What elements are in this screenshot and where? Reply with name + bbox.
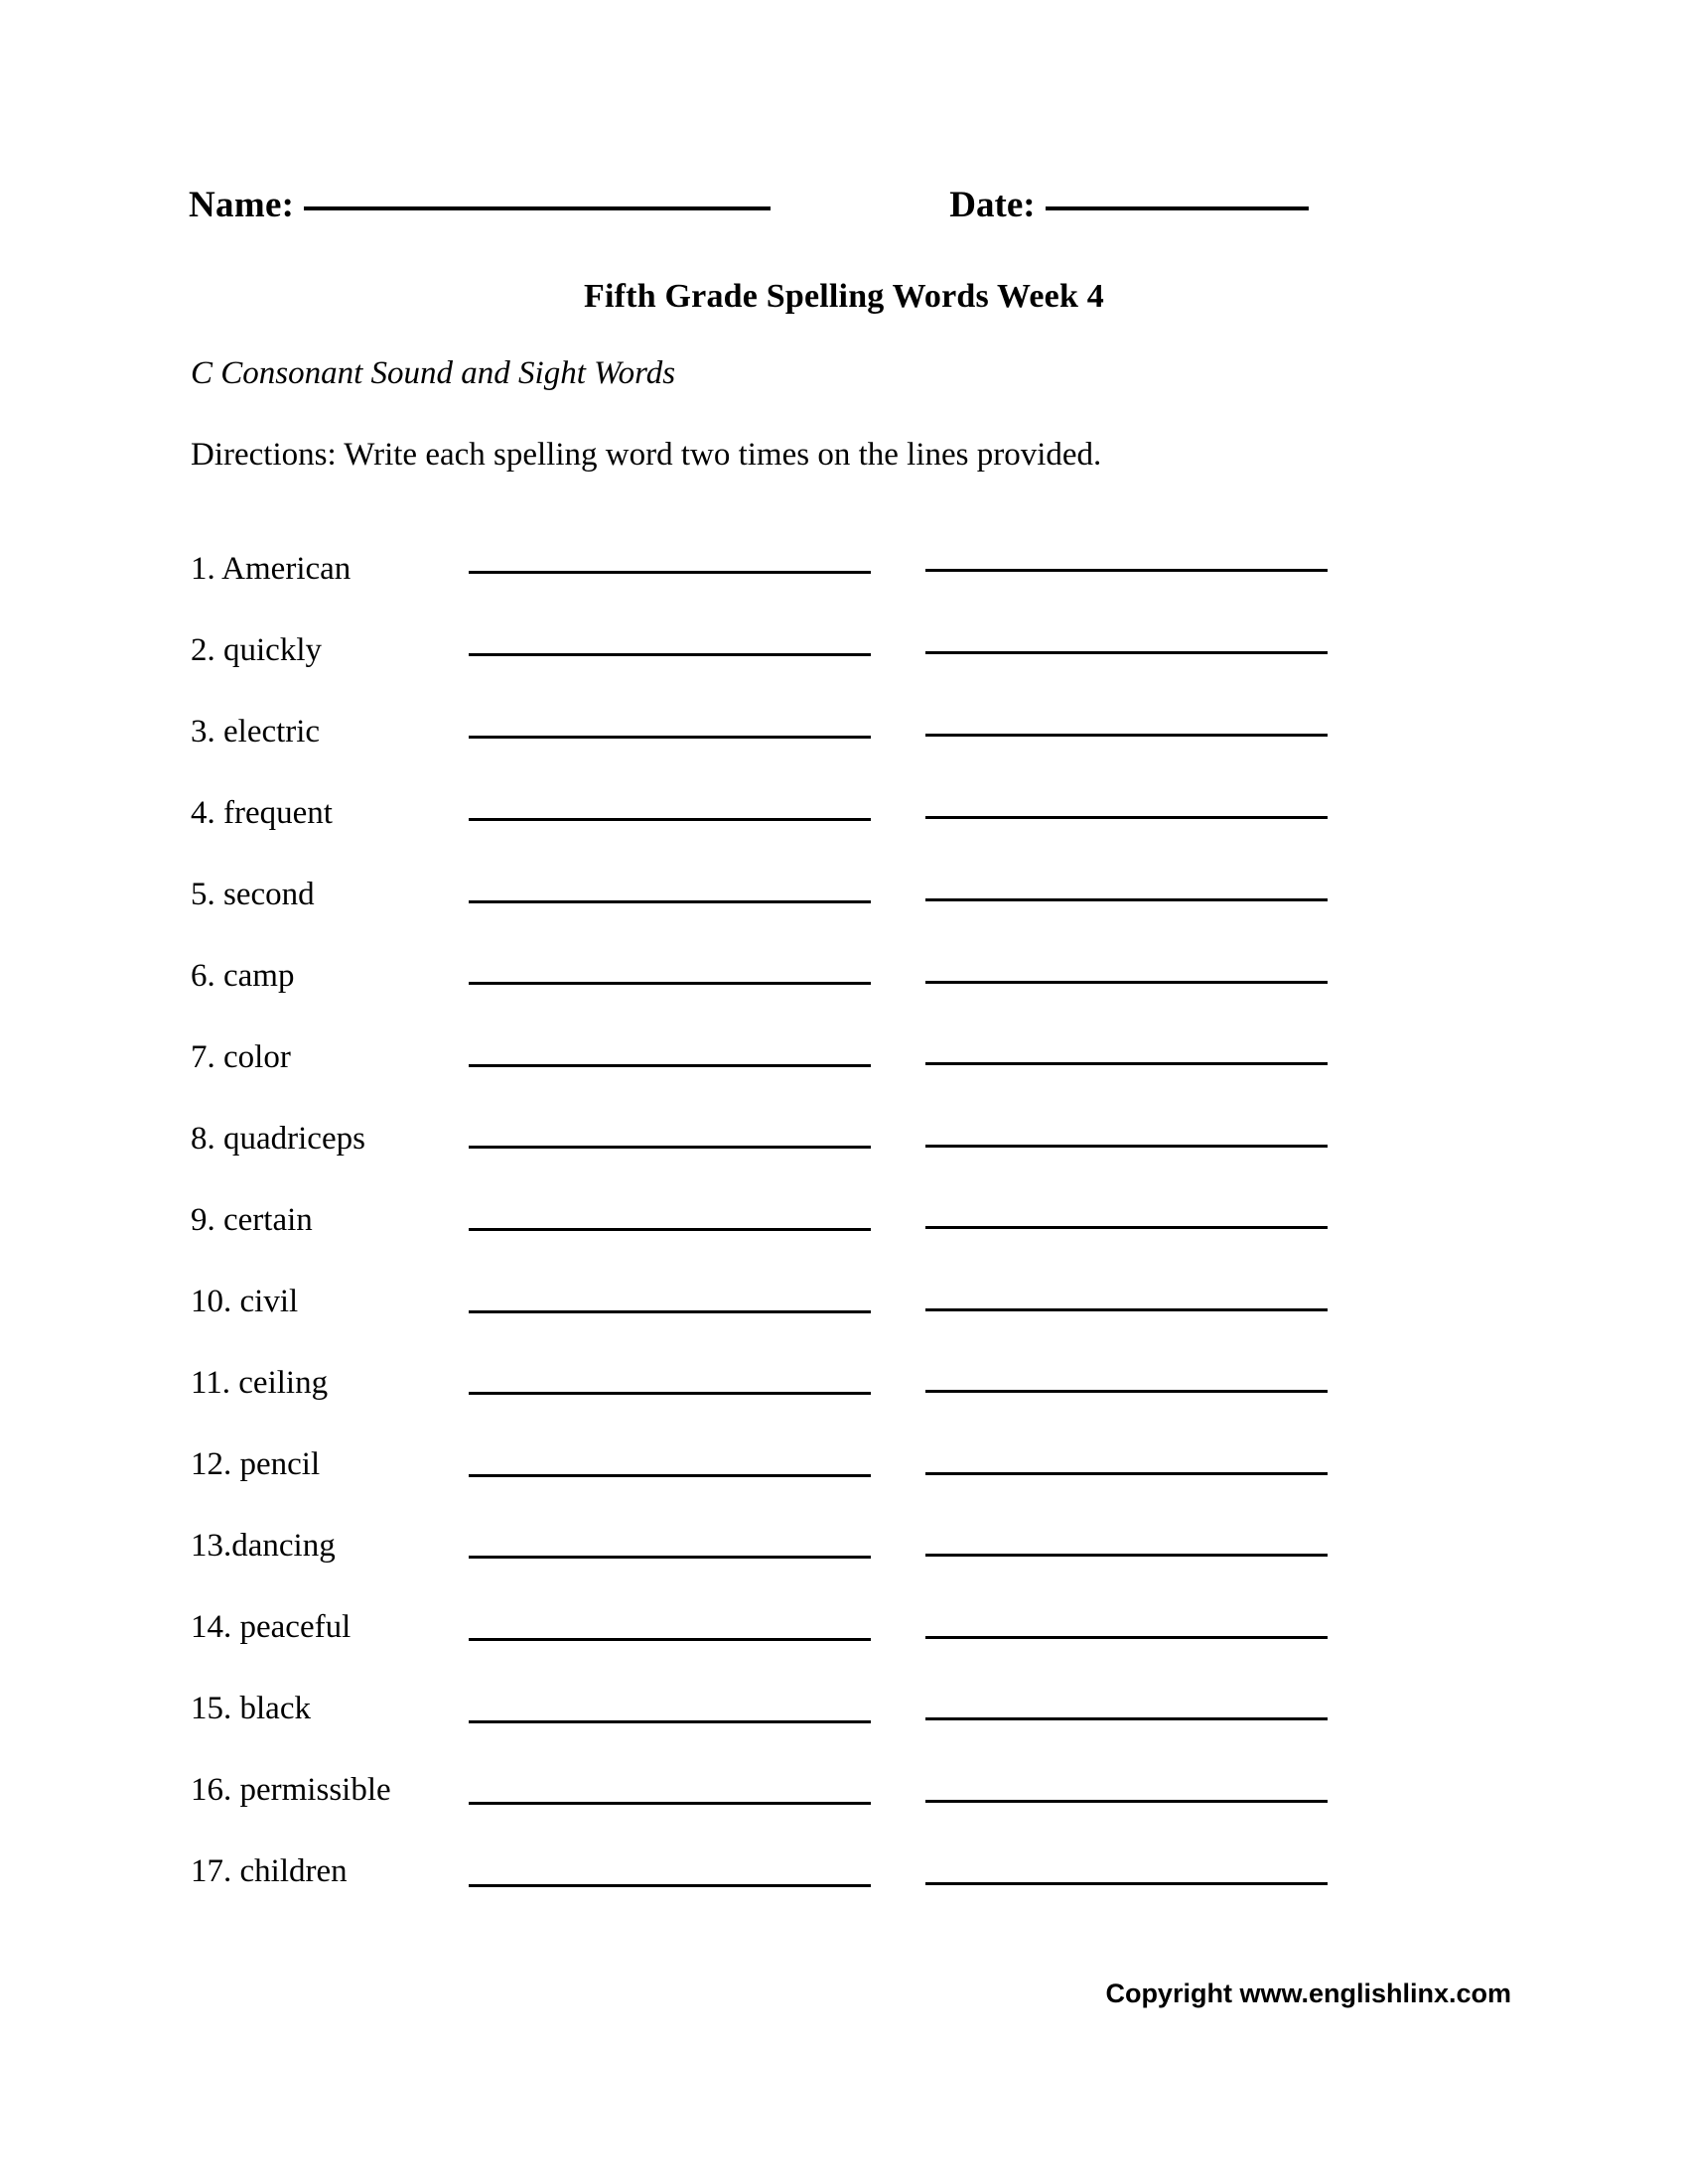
practice-line-2[interactable] [925, 1144, 1328, 1148]
practice-line-1[interactable] [469, 1801, 871, 1805]
practice-line-1[interactable] [469, 735, 871, 739]
word-row [191, 671, 1472, 752]
practice-line-1[interactable] [469, 1637, 871, 1641]
practice-line-2[interactable] [925, 1389, 1328, 1393]
practice-line-2[interactable] [925, 733, 1328, 737]
practice-line-1[interactable] [469, 1555, 871, 1559]
word-label: 9. certain [191, 1202, 313, 1238]
word-label: 10. civil [191, 1284, 299, 1319]
name-label: Name: [189, 185, 295, 225]
word-row [191, 1322, 1472, 1404]
date-label: Date: [949, 185, 1036, 225]
date-group [949, 184, 1308, 226]
word-row [191, 915, 1472, 997]
word-label: 1. American [191, 551, 352, 587]
word-label: 12. pencil [191, 1446, 321, 1482]
word-row [191, 997, 1472, 1078]
practice-line-2[interactable] [925, 1307, 1328, 1311]
practice-line-1[interactable] [469, 1063, 871, 1067]
practice-line-1[interactable] [469, 1309, 871, 1313]
word-row [191, 1078, 1472, 1160]
word-row [191, 752, 1472, 834]
word-label: 14. peaceful [191, 1609, 352, 1645]
word-label: 7. color [191, 1039, 291, 1075]
word-row [191, 1729, 1472, 1811]
word-row [191, 590, 1472, 671]
practice-line-2[interactable] [925, 1716, 1328, 1720]
practice-line-1[interactable] [469, 1391, 871, 1395]
word-label: 16. permissible [191, 1772, 391, 1808]
word-row [191, 508, 1472, 590]
practice-line-2[interactable] [925, 1471, 1328, 1475]
practice-line-1[interactable] [469, 1227, 871, 1231]
practice-line-2[interactable] [925, 1225, 1328, 1229]
practice-line-2[interactable] [925, 980, 1328, 984]
word-row [191, 1241, 1472, 1322]
word-label: 3. electric [191, 714, 321, 750]
practice-line-1[interactable] [469, 652, 871, 656]
worksheet-subtitle: C Consonant Sound and Sight Words [191, 355, 676, 391]
practice-line-2[interactable] [925, 1881, 1328, 1885]
word-row [191, 1404, 1472, 1485]
word-label: 5. second [191, 877, 315, 912]
practice-line-2[interactable] [925, 1061, 1328, 1065]
name-write-in-line[interactable] [304, 205, 771, 210]
word-row [191, 1160, 1472, 1241]
word-row [191, 1485, 1472, 1567]
practice-line-2[interactable] [925, 650, 1328, 654]
practice-line-1[interactable] [469, 1883, 871, 1887]
practice-line-1[interactable] [469, 981, 871, 985]
page-title: Fifth Grade Spelling Words Week 4 [584, 278, 1104, 315]
word-row [191, 1567, 1472, 1648]
word-label: 13.dancing [191, 1528, 336, 1564]
word-label: 17. children [191, 1853, 348, 1889]
practice-line-2[interactable] [925, 1553, 1328, 1557]
practice-line-2[interactable] [925, 1799, 1328, 1803]
word-label: 8. quadriceps [191, 1121, 365, 1157]
practice-line-1[interactable] [469, 1719, 871, 1723]
word-label: 4. frequent [191, 795, 333, 831]
directions-text: Directions: Write each spelling word two times on the lines provided. [191, 437, 1102, 473]
word-label: 2. quickly [191, 632, 322, 668]
practice-line-2[interactable] [925, 1635, 1328, 1639]
practice-line-1[interactable] [469, 1473, 871, 1477]
copyright-footer: Copyright www.englishlinx.com [1105, 1979, 1511, 2008]
date-write-in-line[interactable] [1046, 205, 1309, 210]
practice-line-1[interactable] [469, 817, 871, 821]
practice-line-2[interactable] [925, 897, 1328, 901]
word-label: 6. camp [191, 958, 295, 994]
practice-line-1[interactable] [469, 899, 871, 903]
word-row [191, 1811, 1472, 1892]
spelling-word-list [191, 508, 1472, 1892]
word-label: 11. ceiling [191, 1365, 329, 1401]
header-row [189, 184, 1499, 226]
practice-line-2[interactable] [925, 815, 1328, 819]
word-label: 15. black [191, 1691, 311, 1726]
practice-line-1[interactable] [469, 1145, 871, 1149]
word-row [191, 834, 1472, 915]
practice-line-1[interactable] [469, 570, 871, 574]
word-row [191, 1648, 1472, 1729]
practice-line-2[interactable] [925, 568, 1328, 572]
